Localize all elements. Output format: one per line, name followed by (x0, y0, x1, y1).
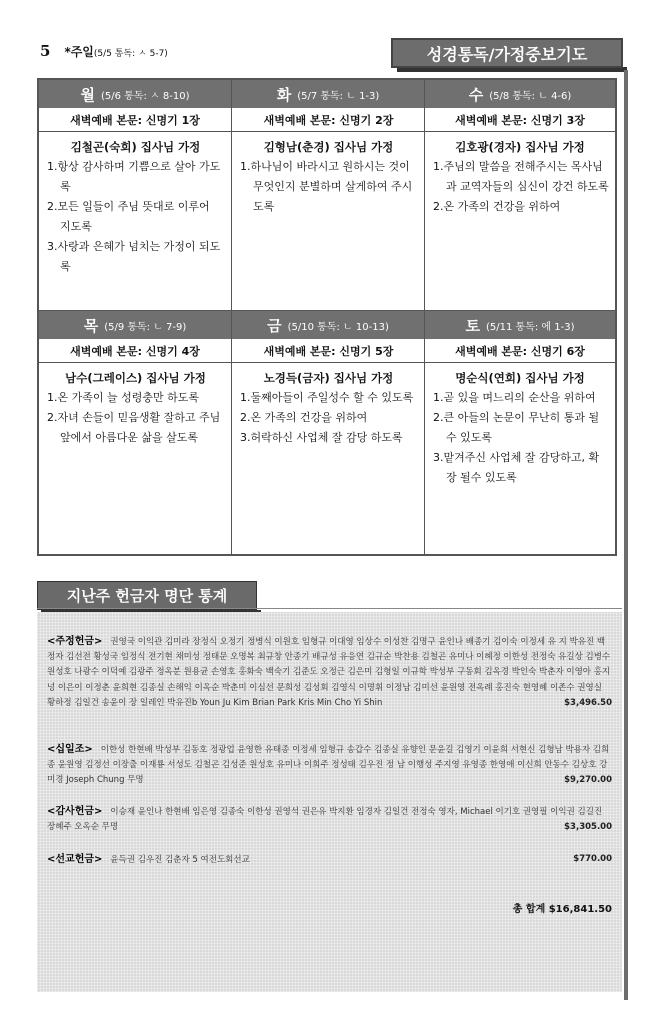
donor-names: 윤득권 김우진 김춘자 5 여전도회선교 (110, 855, 250, 865)
grand-total: 총 합계 $16,841.50 (512, 904, 612, 915)
section-label: <십일조> (47, 744, 93, 755)
morning-text-mon: 새벽예배 본문: 신명기 1장 (39, 108, 231, 132)
section-label: <주정헌금> (47, 636, 103, 647)
offering-section-tithe (47, 742, 612, 789)
prayer-item: 3.허락하신 사업체 잘 감당 하도록 (240, 431, 403, 444)
prayer-list-sat (433, 388, 609, 488)
stats-title: 지난주 헌금자 명단 통계 (37, 581, 257, 610)
family-wed: 김호광(경자) 집사님 가정 (455, 140, 585, 154)
prayer-item: 1.둘째아들이 주일성수 할 수 있도록 (240, 391, 414, 404)
day-header-wed (425, 80, 615, 108)
column-divider (424, 80, 425, 554)
prayer-item: 1.하나님이 바라시고 원하시는 것이 무엇인지 분별하며 살게하여 주시도록 (240, 160, 413, 213)
prayer-item: 2.모든 일들이 주님 뜻대로 이루어 지도록 (47, 200, 210, 233)
prayer-list-tue (240, 157, 416, 217)
prayer-item: 2.큰 아들의 논문이 무난히 통과 될수 있도록 (433, 411, 600, 444)
day-header-mon (39, 80, 231, 108)
day-name: 월 (80, 85, 95, 104)
day-reading: (5/6 통독: ㅅ 8-10) (101, 90, 190, 102)
morning-text-tue: 새벽예배 본문: 신명기 2장 (232, 108, 425, 132)
day-name: 수 (468, 85, 484, 104)
day-header-tue (232, 80, 424, 108)
sunday-title: *주일 (64, 45, 94, 59)
morning-text-sat: 새벽예배 본문: 신명기 6장 (425, 339, 615, 363)
day-reading: (5/7 통독: ㄴ 1-3) (297, 90, 380, 102)
day-reading: (5/11 통독: 에 1-3) (486, 321, 575, 333)
morning-text-thu: 새벽예배 본문: 신명기 4장 (39, 339, 231, 363)
offering-section-thanks (47, 804, 612, 835)
prayer-item: 1.곧 있을 며느리의 순산을 위하여 (433, 391, 596, 404)
section-amount: $3,305.00 (564, 822, 612, 833)
section-amount: $770.00 (573, 854, 612, 864)
sunday-reading: (5/5 통독: ㅅ 5-7) (93, 49, 168, 59)
prayer-item: 3.맡겨주신 사업체 잘 감당하고, 확장 될수 있도록 (433, 451, 600, 484)
day-header-fri (232, 311, 424, 339)
day-reading: (5/8 통독: ㄴ 4-6) (489, 90, 572, 102)
prayer-item: 2.온 가족의 건강을 위하여 (240, 411, 368, 424)
morning-text-fri: 새벽예배 본문: 신명기 5장 (232, 339, 425, 363)
family-fri: 노경득(금자) 집사님 가정 (263, 371, 394, 385)
day-name: 목 (83, 316, 99, 335)
prayer-grid (37, 78, 617, 556)
section-amount: $3,496.50 (564, 697, 612, 708)
family-tue: 김형남(춘경) 집사님 가정 (263, 140, 394, 154)
prayer-item: 3.사랑과 은혜가 넘치는 가정이 되도록 (47, 240, 221, 273)
offering-section-mission (47, 852, 612, 868)
section-amount: $9,270.00 (564, 775, 612, 786)
donor-names: 권영국 이익관 김미라 장정식 오정기 정병식 이원호 임형규 이대영 임상수 이성찬 김명구 윤인나 배종기 김이숙 이정세 유 지 박유진 백정자 김선전 황성국 임정식 전기현 채미성 정태문 오명복 최규창 안종기 배규성 유응연 김규순 박찬용 김철곤 유미나 이혜정 이한성 전정숙 유길상 김병수 원성호 나광수 이덕예 김광주 정옥분 원용균 손영호 홍화숙 백숙기 김준도 오정근 김은미 김형일 이규학 박성부 구동회 김옥경 박인숙 박춘자 이영아 홍지넝 이은이 이정춘 윤희현 김종실 손해익 이옥순 박춘미 이심선 문희성 김성회 김영식 이명휘 이정남 김미선 윤원영 전옥례 홍진숙 현영혜 이존수 권영실 황하정 김일건 송윤이 장 일레인 박유진b Youn Ju Kim Brian Park Kris Min Cho Yi Shin (47, 637, 611, 708)
offering-section-weekly (47, 634, 612, 711)
prayer-item: 1.주님의 말씀을 전해주시는 목사님과 교역자들의 심신이 강건 하도록 (433, 160, 609, 193)
stats-rule (37, 608, 622, 609)
banner-title: 성경통독/가정중보기도 (391, 38, 623, 68)
day-header-sat (425, 311, 615, 339)
day-name: 금 (267, 316, 282, 335)
day-reading: (5/9 통독: ㄴ 7-9) (104, 321, 187, 333)
day-name: 토 (465, 316, 480, 335)
day-name: 화 (276, 85, 292, 104)
column-divider (231, 80, 232, 554)
day-header-thu (39, 311, 231, 339)
sunday-label (64, 43, 167, 60)
prayer-item: 1.항상 감사하며 기쁨으로 살아 가도록 (47, 160, 221, 193)
morning-text-wed: 새벽예배 본문: 신명기 3장 (425, 108, 615, 132)
prayer-list-mon (47, 157, 223, 277)
prayer-item: 2.자녀 손들이 믿음생활 잘하고 주님 앞에서 아름다운 삶을 살도록 (47, 411, 221, 444)
family-thu: 남수(그레이스) 집사님 가정 (65, 371, 206, 385)
donor-names: 이한성 한현배 박성부 김동호 정광업 윤영한 유태종 이정세 임형규 송갑수 김종실 유향인 문윤길 김영기 이윤희 서현신 김형남 박용자 김희종 윤원영 김정선 이장출 이재룡 서성도 김철곤 김성준 원성호 유미나 이희주 정성태 김우진 정 남 이행성 주지영 유영종 한영애 이신희 안동수 김상호 강미경 Joseph Chung 무명 (47, 745, 610, 786)
donor-names: 이승재 윤인나 한현배 임은영 김종숙 이한성 권영석 권은유 박지환 임경자 김일건 전정숙 영자, Michael 이기호 권영필 이익권 김길진 장혜주 오옥순 무명 (47, 807, 603, 833)
day-reading: (5/10 통독: ㄴ 10-13) (287, 321, 389, 333)
prayer-list-fri (240, 388, 416, 448)
family-sat: 명순식(연희) 집사님 가정 (455, 371, 585, 385)
prayer-item: 1.온 가족이 늘 성령충만 하도록 (47, 391, 199, 404)
section-label: <감사헌금> (47, 806, 103, 817)
prayer-item: 2.온 가족의 건강을 위하여 (433, 200, 561, 213)
section-label: <선교헌금> (47, 854, 103, 865)
page-number: 5 (40, 42, 51, 60)
prayer-list-thu (47, 388, 223, 448)
page-header (40, 42, 168, 60)
side-rule (624, 70, 628, 1000)
prayer-list-wed (433, 157, 609, 217)
family-mon: 김철곤(숙희) 집사님 가정 (70, 140, 201, 154)
